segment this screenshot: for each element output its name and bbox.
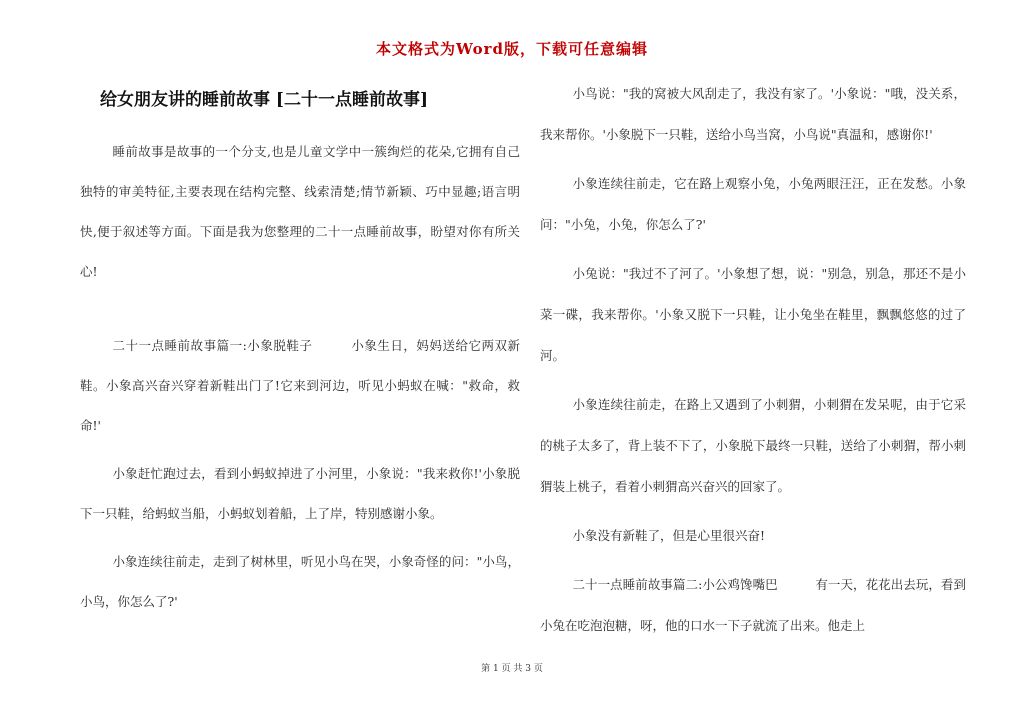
paragraph-story1-start: 二十一点睡前故事篇一:小象脱鞋子 小象生日，妈妈送给它两双新鞋。小象高兴奋兴穿着新鞋出门了!它来到河边，听见小蚂蚁在喊："救命，救命!' — [80, 338, 520, 433]
paragraph-intro: 睡前故事是故事的一个分支,也是儿童文学中一簇绚烂的花朵,它拥有自己独特的审美特征,主要表现在结构完整、线索清楚;情节新颖、巧中显趣;语言明快,便于叙述等方面。下面是我为您整理的二十一点睡前故事，盼望对你有所关心! — [80, 144, 520, 279]
paragraph-hedgehog: 小象连续往前走，在路上又遇到了小刺猬，小刺猬在发呆呢，由于它采的桃子太多了，背上装不下了，小象脱下最终一只鞋，送给了小刺猬，帮小刺猬装上桃子，看着小刺猬高兴奋兴的回家了。 — [540, 397, 966, 494]
download-banner: 本文格式为Word版，下载可任意编辑 — [375, 40, 649, 58]
page-number: 第 1 页 共 3 页 — [481, 664, 543, 674]
paragraph-bird: 小鸟说："我的窝被大风刮走了，我没有家了。'小象说："哦，没关系，我来帮你。'小象脱下一只鞋，送给小鸟当窝，小鸟说"真温和，感谢你!' — [540, 86, 966, 142]
document-title: 给女朋友讲的睡前故事 [二十一点睡前故事] — [100, 90, 429, 110]
left-column — [80, 80, 520, 622]
paragraph-story2-start: 二十一点睡前故事篇二:小公鸡馋嘴巴 有一天，花花出去玩，看到小兔在吃泡泡糖，呀，他的口水一下子就流了出来。他走上 — [540, 577, 966, 633]
paragraph-ant-rescue: 小象赶忙跑过去，看到小蚂蚁掉进了小河里，小象说："我来救你!'小象脱下一只鞋，给蚂蚁当船，小蚂蚁划着船，上了岸，特别感谢小象。 — [80, 466, 520, 521]
paragraph-rabbit-meet: 小象连续往前走，它在路上观察小兔，小兔两眼汪汪，正在发愁。小象问："小兔，小兔，你怎么了?' — [540, 176, 966, 232]
paragraph-rabbit-river: 小兔说："我过不了河了。'小象想了想，说："别急，别急，那还不是小菜一碟，我来帮你。'小象又脱下一只鞋，让小兔坐在鞋里，飘飘悠悠的过了河。 — [540, 266, 966, 363]
right-column — [540, 73, 966, 646]
paragraph-no-shoes: 小象没有新鞋了，但是心里很兴奋! — [572, 528, 766, 543]
paragraph-forest: 小象连续往前走，走到了树林里，听见小鸟在哭，小象奇怪的问："小鸟，小鸟，你怎么了?' — [80, 554, 520, 609]
